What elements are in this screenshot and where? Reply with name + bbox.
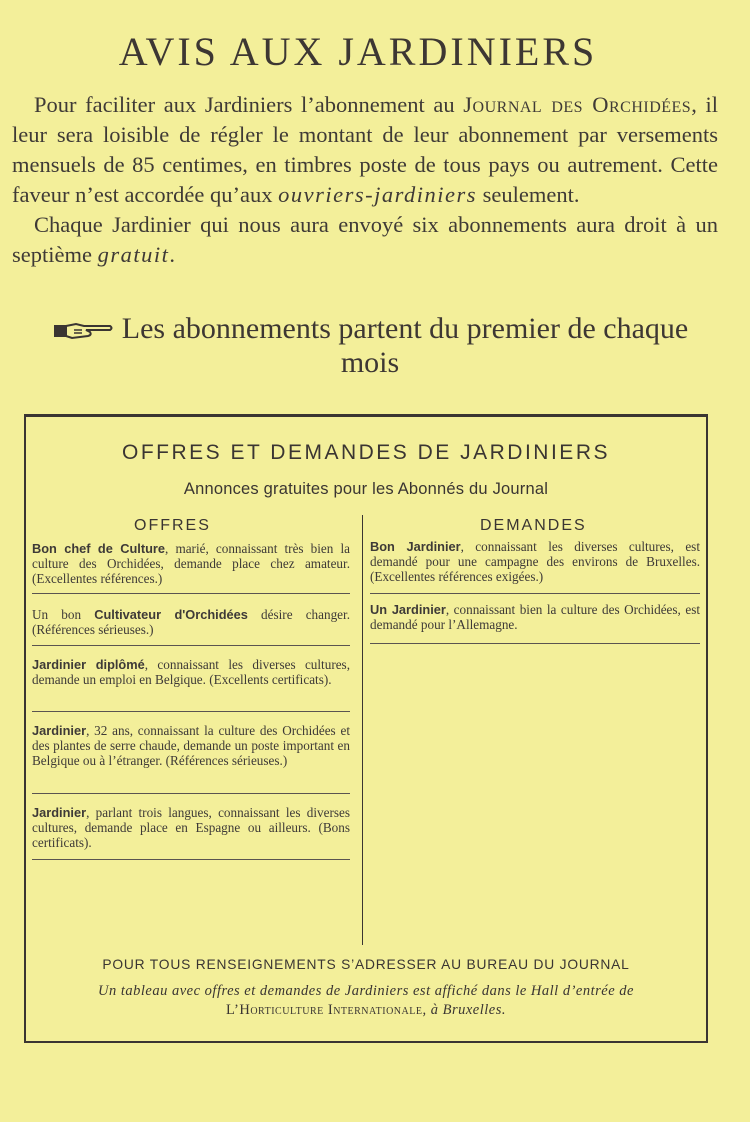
ad-headline: Cultivateur d'Orchidées	[94, 607, 248, 622]
separator	[32, 645, 350, 646]
journal-name: Journal des Orchidées	[463, 92, 692, 117]
separator	[370, 643, 700, 644]
separator	[370, 593, 700, 594]
ad-text: désire changer. (Références sérieuses.)	[32, 607, 350, 637]
ad-text: , marié, connaissant très bien la culture des Orchidées, demande place chez amateur. (Excellentes références.)	[32, 541, 351, 586]
offre-item	[32, 805, 350, 850]
intro-text-segment: , il leur sera loisible de régler le montant de leur abonnement par versements mensuels de 85 centimes, en timbres poste de tous pays ou autrement. Cette faveur n’est accordée qu’aux	[12, 92, 718, 207]
ad-prefix: Un bon	[32, 607, 95, 622]
ad-text: , parlant trois langues, connaissant les diverses cultures, demande place en Espagne ou ailleurs. (Bons certificats).	[32, 805, 350, 850]
intro-text	[12, 90, 718, 270]
offre-item	[32, 657, 350, 687]
footer-note	[36, 982, 696, 1020]
intro-text-segment: Chaque Jardinier qui nous aura envoyé six abonnements aura droit à un septième	[12, 212, 718, 267]
footer-contact: POUR TOUS RENSEIGNEMENTS S’ADRESSER AU BUREAU DU JOURNAL	[102, 957, 630, 972]
notice-text: Les abonnements partent du premier de chaque mois	[121, 312, 689, 379]
separator	[32, 859, 350, 860]
page-title: AVIS AUX JARDINIERS	[118, 29, 598, 74]
separator	[32, 711, 350, 712]
offre-item	[32, 607, 350, 637]
offre-item	[32, 541, 350, 586]
jobs-board-subtitle: Annonces gratuites pour les Abonnés du Journal	[183, 480, 549, 498]
ad-text: , 32 ans, connaissant la culture des Orchidées et des plantes de serre chaude, demande un poste important en Belgique ou à l’étranger. (Références sérieuses.)	[32, 723, 350, 768]
demande-item	[370, 539, 700, 584]
footer-note-text: Un tableau avec offres et demandes de Jardiniers est affiché dans le Hall d’entrée de	[98, 983, 634, 999]
jobs-board	[24, 414, 708, 1043]
ad-headline: Bon chef de Culture	[32, 541, 166, 556]
intro-text-segment: seulement.	[477, 182, 580, 207]
emphasis-ouvriers: ouvriers-jardiniers	[278, 182, 478, 207]
offres-heading: OFFRES	[134, 517, 211, 534]
offre-item	[32, 723, 350, 768]
demande-item	[370, 602, 700, 632]
ad-headline: Jardinier	[32, 723, 87, 738]
footer-note-city: , à Bruxelles.	[422, 1002, 506, 1018]
ad-headline: Jardinier diplômé	[32, 657, 145, 672]
column-divider	[362, 515, 363, 945]
ad-text: , connaissant les diverses cultures, demande un emploi en Belgique. (Excellents certificats).	[32, 657, 350, 687]
subscription-notice	[40, 312, 700, 380]
ad-headline: Un Jardinier	[370, 602, 446, 617]
separator	[32, 793, 350, 794]
intro-text-segment: .	[169, 242, 175, 267]
ad-headline: Bon Jardinier	[370, 539, 461, 554]
intro-paragraph-2	[12, 210, 718, 270]
emphasis-gratuit: gratuit	[97, 242, 170, 267]
intro-text-segment: Pour faciliter aux Jardiniers l’abonnement au	[34, 92, 464, 117]
jobs-board-title: OFFRES ET DEMANDES DE JARDINIERS	[121, 441, 610, 464]
ad-text: , connaissant bien la culture des Orchidées, est demandé pour l’Allemagne.	[370, 602, 700, 632]
separator	[32, 593, 350, 594]
ad-text: , connaissant les diverses cultures, est demandé pour une campagne des environs de Bruxelles. (Excellentes références exigées.)	[370, 539, 700, 584]
footer-note-institution: L’Horticulture Internationale	[226, 1002, 423, 1018]
pointing-hand-icon	[52, 320, 114, 342]
demandes-heading: DEMANDES	[480, 517, 587, 534]
ad-headline: Jardinier	[32, 805, 87, 820]
intro-paragraph-1	[12, 90, 718, 210]
